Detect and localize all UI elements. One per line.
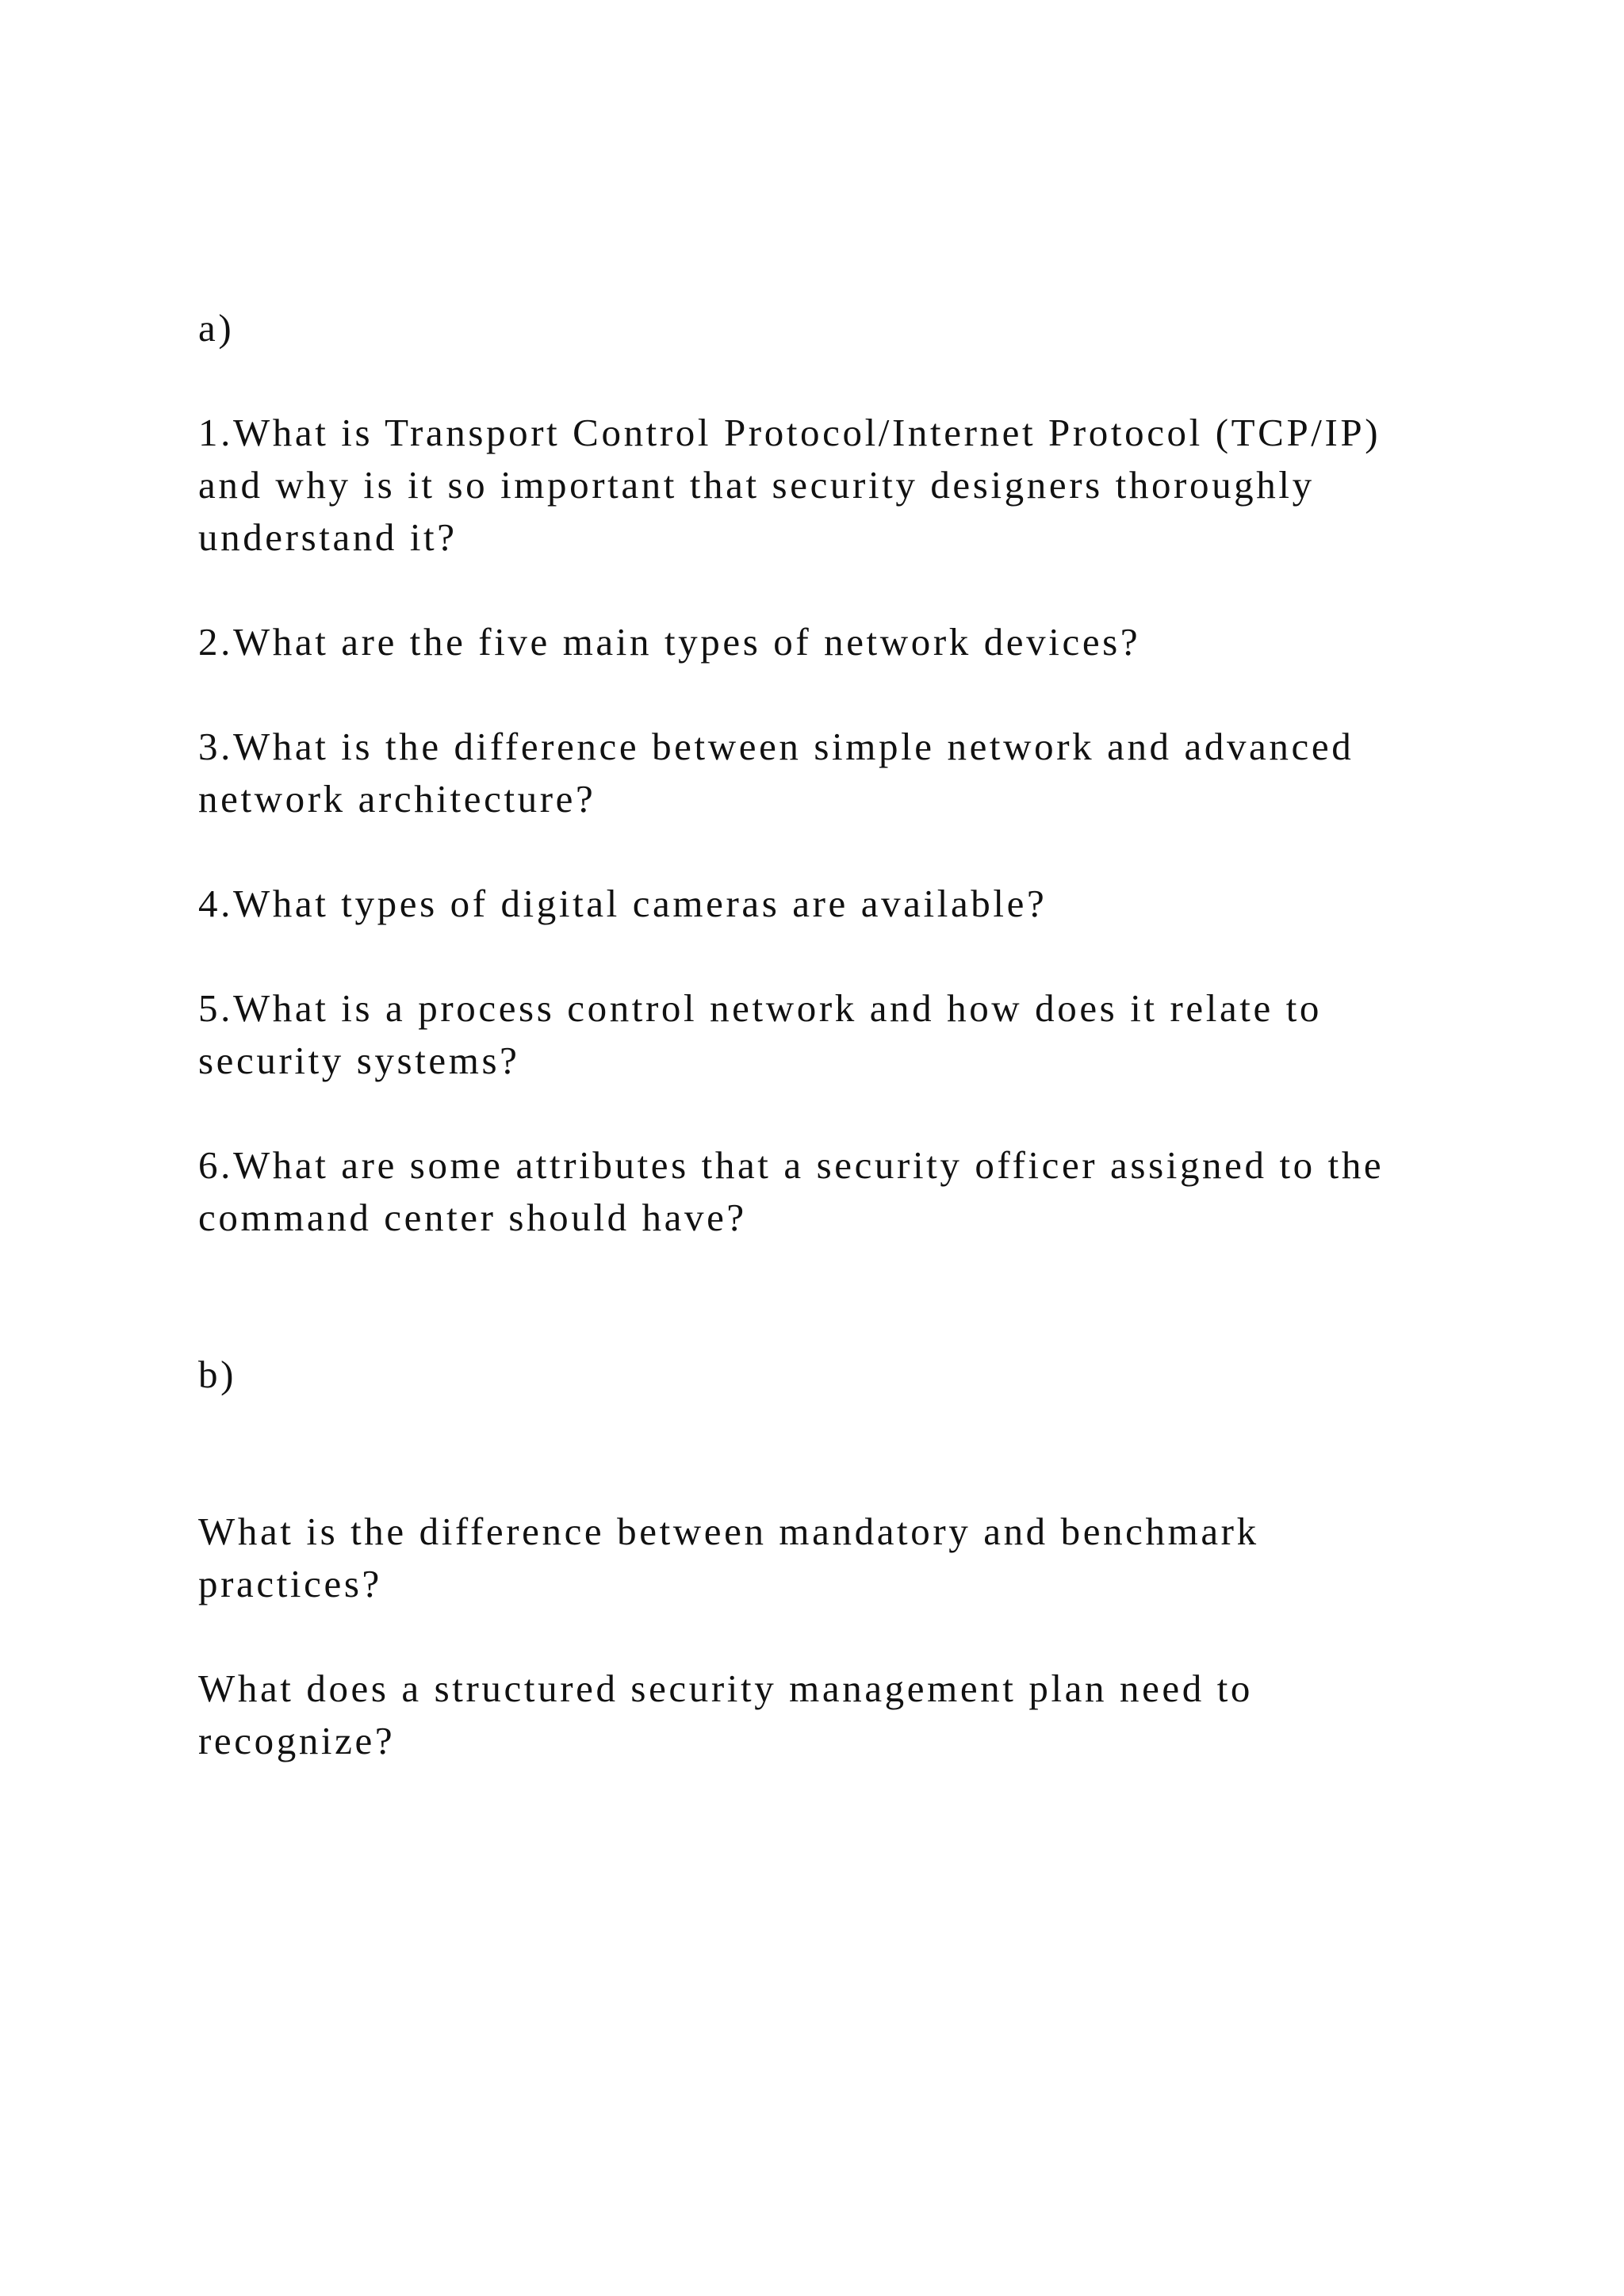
section-b-label: b): [198, 1353, 237, 1396]
question-5-line-1: 5.What is a process control network and how does it relate to: [198, 986, 1323, 1030]
question-6-line-1: 6.What are some attributes that a security officer assigned to the: [198, 1143, 1385, 1187]
question-2-line-1: 2.What are the five main types of network devices?: [198, 620, 1141, 664]
question-b2-line-2: recognize?: [198, 1719, 396, 1762]
question-b1-line-1: What is the difference between mandatory and benchmark: [198, 1510, 1259, 1553]
question-6-line-2: command center should have?: [198, 1196, 747, 1239]
question-1-line-1: 1.What is Transport Control Protocol/Internet Protocol (TCP/IP): [198, 411, 1381, 454]
question-4-line-1: 4.What types of digital cameras are available?: [198, 882, 1048, 925]
question-b2-line-1: What does a structured security management plan need to: [198, 1667, 1254, 1710]
question-3-line-1: 3.What is the difference between simple network and advanced: [198, 725, 1354, 768]
question-1-line-2: and why is it so important that security designers thoroughly: [198, 463, 1315, 507]
question-5-line-2: security systems?: [198, 1039, 520, 1082]
question-3-line-2: network architecture?: [198, 777, 596, 821]
section-a-label: a): [198, 306, 235, 350]
question-1-line-3: understand it?: [198, 515, 458, 559]
question-b1-line-2: practices?: [198, 1562, 382, 1605]
